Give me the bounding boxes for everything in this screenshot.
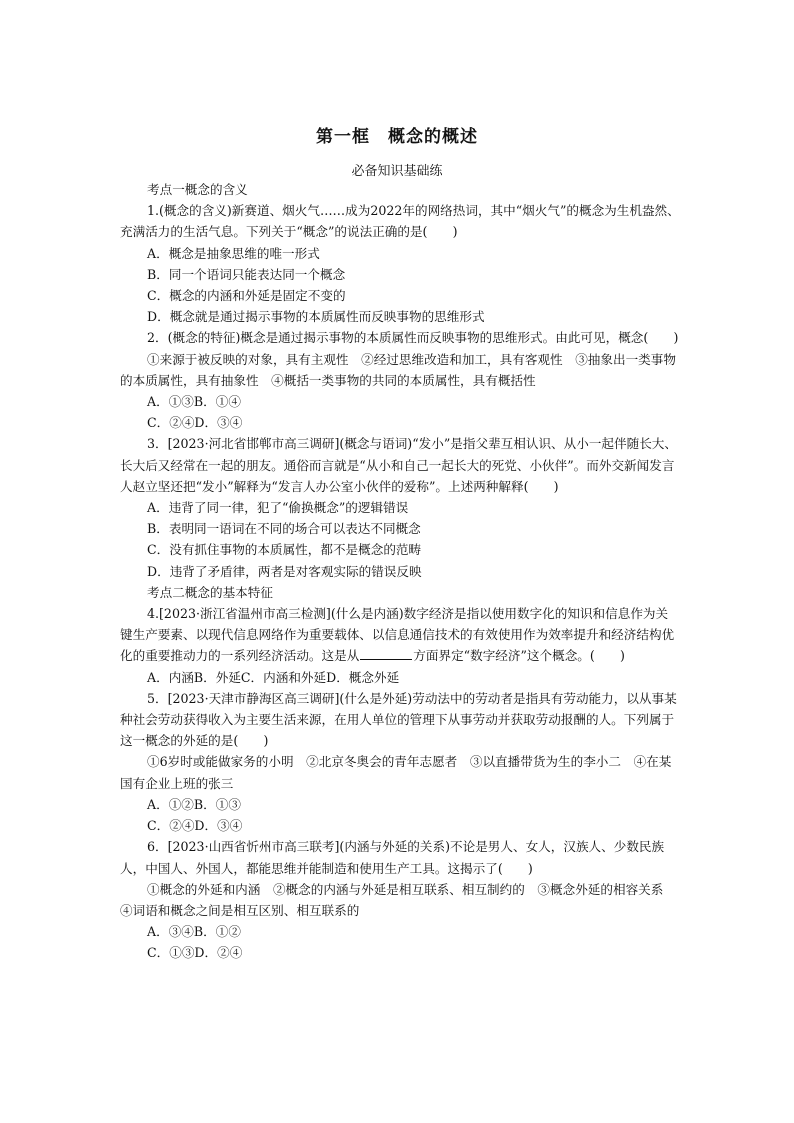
topic-heading-2: 考点二概念的基本特征 (147, 584, 273, 600)
question-6-stem: 6．[2023·山西省忻州市高三联考](内涵与外延的关系)不论是男人、女人，汉族人、少数民族人，中国人、外国人，都能思维并能制造和使用生产工具。这揭示了( ) (120, 839, 665, 876)
question-4-stem (120, 603, 680, 667)
question-list (120, 179, 680, 964)
question-2-items: ①来源于被反映的对象，具有主观性 ②经过思维改造和加工，具有客观性 ③抽象出一类事物的本质属性，具有抽象性 ④概括一类事物的共同的本质属性，具有概括性 (120, 351, 676, 388)
question-3-option-b: B．表明同一语词在不同的场合可以表达不同概念 (147, 521, 421, 537)
topic-heading-1: 考点一概念的含义 (147, 182, 248, 197)
question-2-stem: 2．(概念的特征)概念是通过揭示事物的本质属性而反映事物的思维形式。由此可见，概念( ) (147, 330, 679, 346)
question-4-options: A．内涵B．外延C．内涵和外延D．概念外延 (147, 669, 400, 685)
question-1-option-c: C．概念的内涵和外延是固定不变的 (147, 288, 346, 304)
question-3-option-a: A．违背了同一律，犯了“偷换概念”的逻辑错误 (147, 500, 409, 516)
question-6-items: ①概念的外延和内涵 ②概念的内涵与外延是相互联系、相互制约的 ③概念外延的相容关系 ④词语和概念之间是相互区别、相互联系的 (120, 881, 676, 918)
page-title: 第一框 概念的概述 (316, 127, 478, 147)
question-5-stem: 5．[2023·天津市静海区高三调研](什么是外延)劳动法中的劳动者是指具有劳动能力，以从事某种社会劳动获得收入为主要生活来源，在用人单位的管理下从事劳动并获取劳动报酬的人。下列属于这一概念的外延的是( ) (120, 690, 677, 749)
question-2-options-cd: C．②④D．③④ (147, 415, 243, 431)
question-1-option-a: A．概念是抽象思维的唯一形式 (147, 245, 320, 261)
section-subtitle: 必备知识基础练 (351, 164, 443, 179)
question-5-options-cd: C．②④D．③④ (147, 818, 243, 834)
question-1-option-d: D．概念就是通过揭示事物的本质属性而反映事物的思维形式 (147, 309, 485, 325)
question-5-items: ①6岁时或能做家务的小明 ②北京冬奥会的青年志愿者 ③以直播带货为生的李小二 ④在某国有企业上班的张三 (120, 754, 672, 791)
question-3-stem: 3．[2023·河北省邯郸市高三调研](概念与语词)“发小”是指父辈互相认识、从小一起伴随长大、长大后又经常在一起的朋友。通俗而言就是“从小和自己一起长大的死党、小伙伴”。而外交新闻发言人赵立坚还把“发小”解释为“发言人办公室小伙伴的爱称”。上述两种解释( ) (120, 436, 677, 494)
question-3-option-c: C．没有抓住事物的本质属性，都不是概念的范畴 (147, 542, 422, 558)
question-4-stem-before: 4.[2023·浙江省温州市高三检测](什么是内涵)数字经济是指以使用数字化的知识和信息作为关键生产要素、以现代信息网络作为重要载体、以信息通信技术的有效使用作为效率提升和经济结构优化的重要推动力的一系列经济活动。这是从 (120, 606, 675, 664)
question-2-options-ab: A．①③B．①④ (147, 394, 241, 410)
question-6-options-ab: A．③④B．①② (147, 924, 241, 940)
question-1-stem: 1.(概念的含义)新赛道、烟火气……成为2022年的网络热词，其中“烟火气”的概念为生机盎然、充满活力的生活气息。下列关于“概念”的说法正确的是( ) (120, 203, 680, 240)
question-6-options-cd: C．①③D．②④ (147, 945, 243, 961)
question-4-stem-after: 方面界定“数字经济”这个概念。( ) (413, 648, 625, 664)
question-1-option-b: B．同一个语词只能表达同一个概念 (147, 266, 346, 282)
question-3-option-d: D．违背了矛盾律，两者是对客观实际的错误反映 (147, 563, 422, 579)
answer-blank (360, 646, 412, 660)
question-5-options-ab: A．①②B．①③ (147, 796, 241, 812)
